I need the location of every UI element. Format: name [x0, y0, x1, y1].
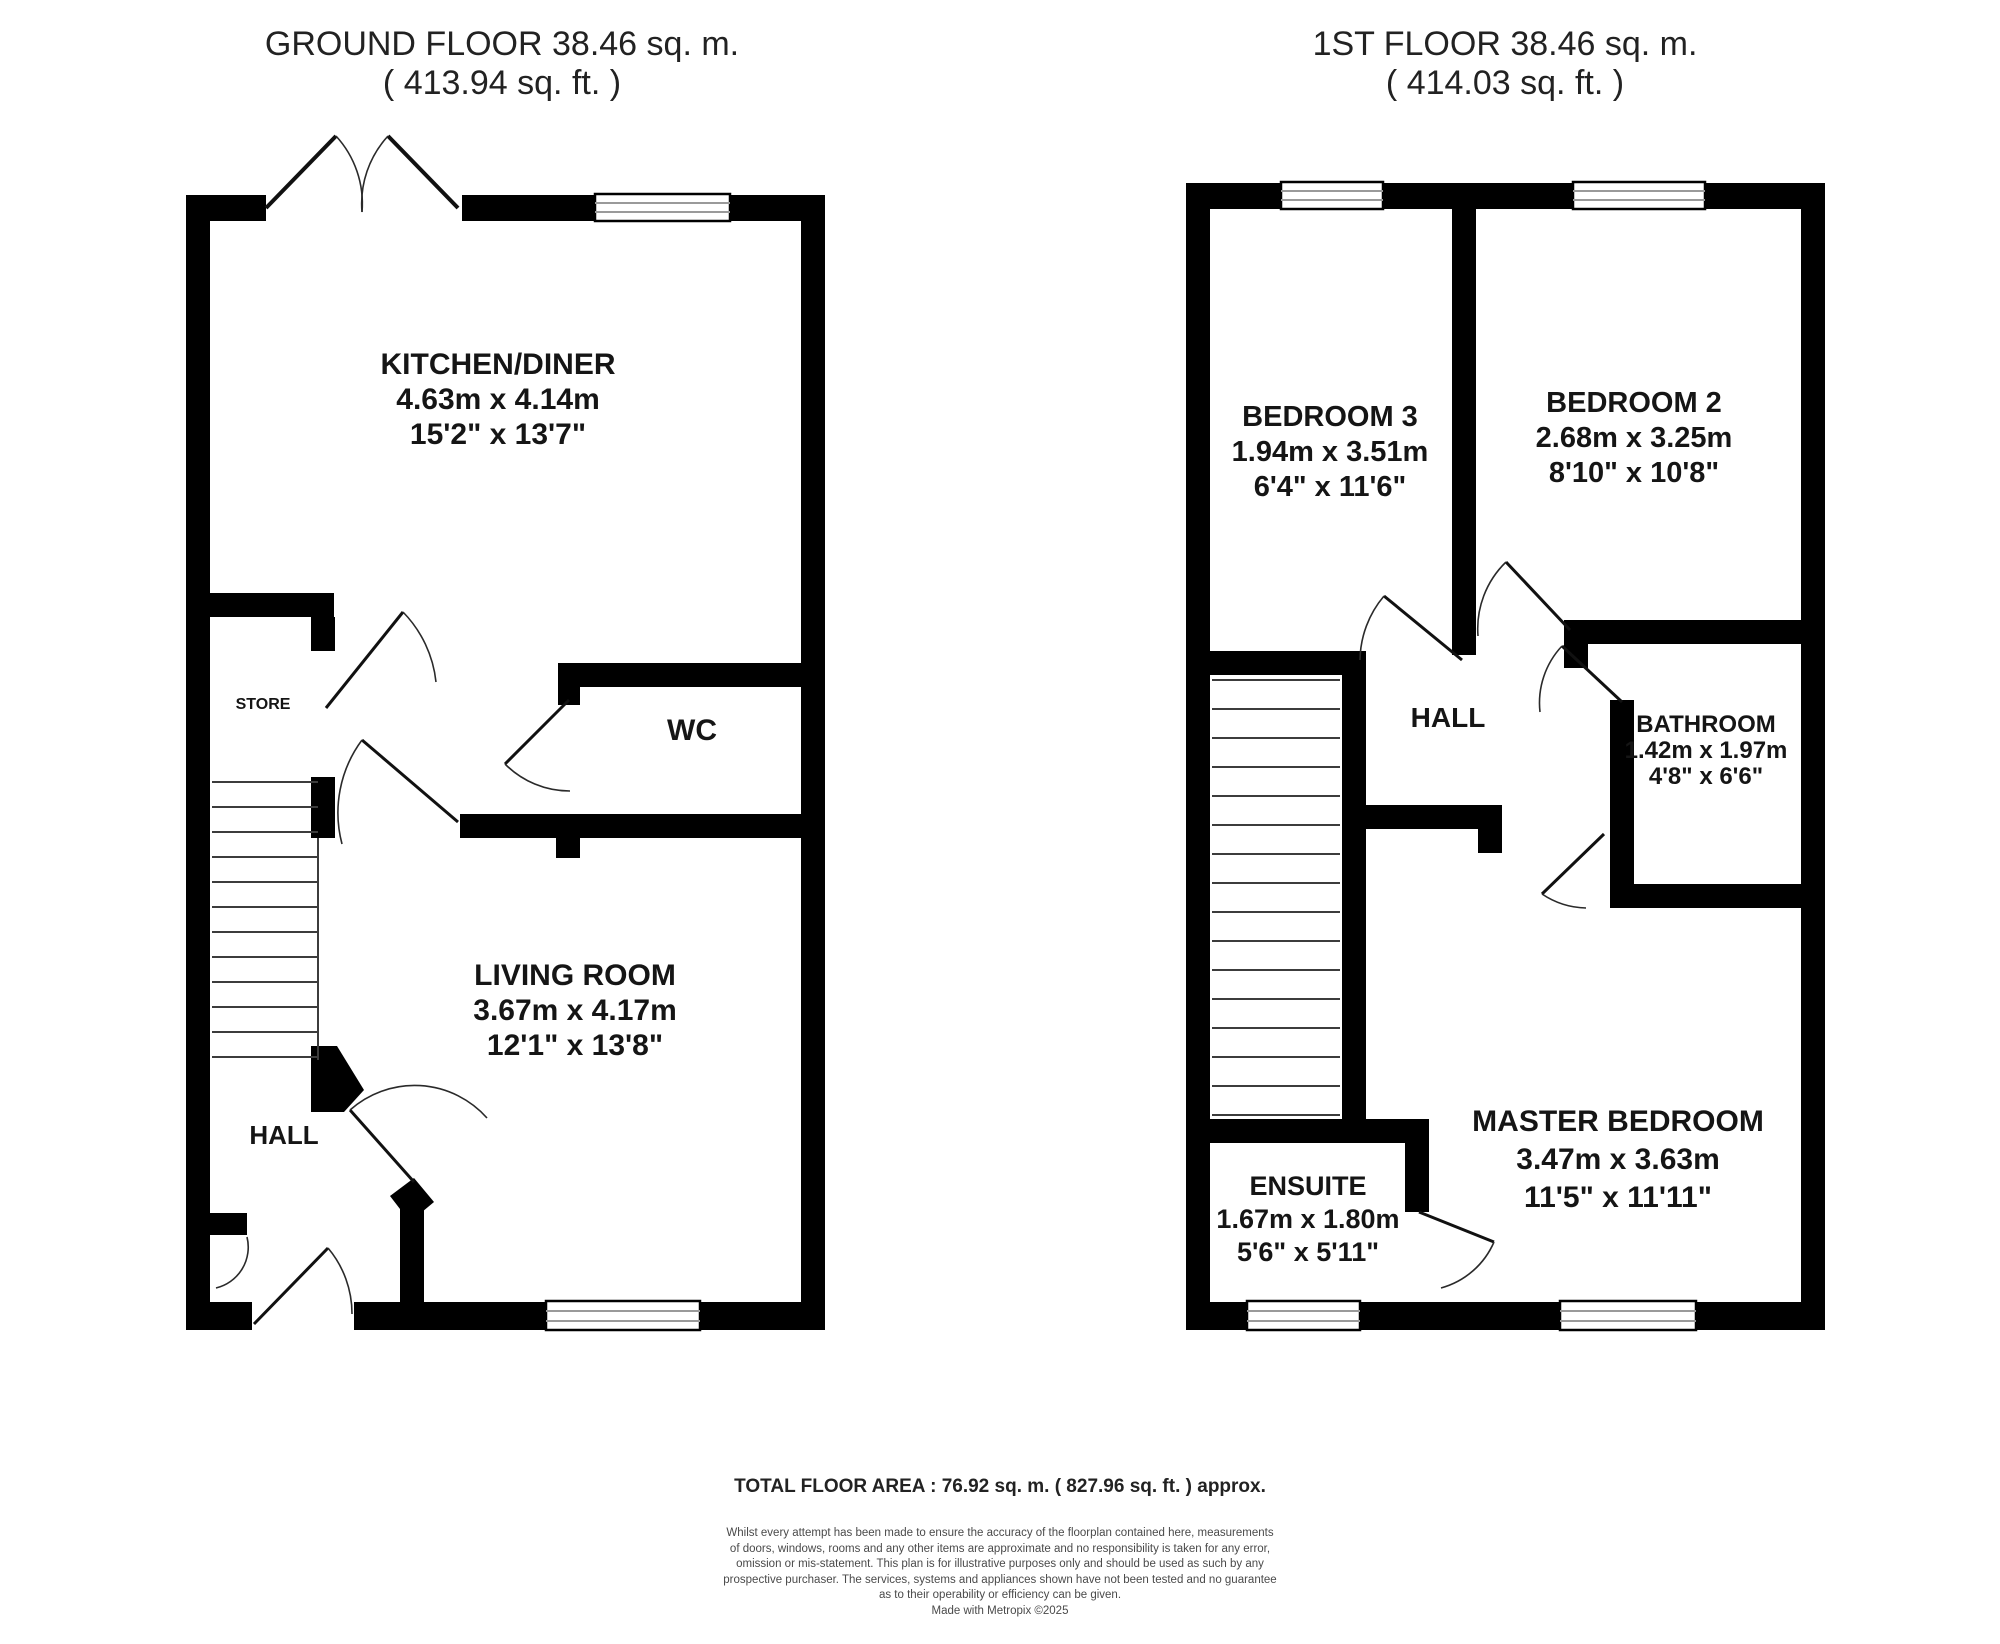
patio-double-door — [266, 136, 458, 212]
room-name: BEDROOM 3 — [1242, 401, 1418, 433]
wc-door — [505, 700, 570, 791]
window-kitchen-top — [595, 194, 730, 221]
room-label-hall-first — [1411, 702, 1486, 734]
room-imperial: 5'6" x 5'11" — [1236, 1237, 1380, 1267]
understairs-cupboard-door — [216, 1237, 248, 1288]
room-metric: 2.68m x 3.25m — [1535, 422, 1733, 454]
room-metric: 1.67m x 1.80m — [1216, 1204, 1400, 1234]
window-bedroom2-top — [1573, 182, 1705, 209]
bedroom3-door — [1360, 596, 1462, 660]
disclaimer — [723, 1526, 1276, 1619]
ensuite-door — [1419, 1212, 1494, 1288]
room-name: HALL — [1410, 702, 1486, 733]
ground-floor-title-line2: ( 413.94 sq. ft. ) — [382, 64, 622, 102]
disclaimer-line: prospective purchaser. The services, systems and appliances shown have not been tested and no guarantee — [723, 1573, 1277, 1586]
front-door — [254, 1248, 352, 1324]
room-name: MASTER BEDROOM — [1472, 1105, 1764, 1138]
room-imperial: 15'2" x 13'7" — [409, 418, 587, 451]
room-label-bedroom3 — [1232, 400, 1429, 505]
room-label-store — [236, 696, 291, 714]
room-metric: 3.47m x 3.63m — [1516, 1143, 1720, 1176]
room-name: ENSUITE — [1249, 1171, 1367, 1201]
window-bedroom3-top — [1281, 182, 1383, 209]
master-bedroom-door — [1542, 834, 1604, 908]
room-name: BEDROOM 2 — [1546, 387, 1722, 419]
disclaimer-credit: Made with Metropix ©2025 — [931, 1604, 1069, 1617]
room-name: STORE — [235, 696, 291, 713]
room-label-kitchen-diner — [380, 347, 615, 452]
kitchen-hall-door — [338, 740, 458, 844]
room-imperial: 12'1" x 13'8" — [486, 1029, 664, 1062]
room-name: KITCHEN/DINER — [380, 348, 616, 381]
disclaimer-line: as to their operability or efficiency can be given. — [878, 1589, 1122, 1601]
room-name: HALL — [249, 1120, 319, 1150]
ground-floor-title — [265, 25, 739, 103]
first-floor-title — [1313, 25, 1698, 103]
window-ensuite-bottom — [1247, 1301, 1360, 1330]
bedroom2-door — [1478, 562, 1570, 636]
room-metric: 1.42m x 1.97m — [1624, 737, 1788, 764]
total-floor-area: TOTAL FLOOR AREA : 76.92 sq. m. ( 827.96 sq. ft. ) approx. — [734, 1476, 1266, 1497]
room-imperial: 4'8" x 6'6" — [1648, 763, 1764, 790]
room-metric: 4.63m x 4.14m — [396, 383, 600, 416]
room-name: BATHROOM — [1636, 711, 1776, 738]
room-metric: 1.94m x 3.51m — [1231, 436, 1429, 468]
room-label-bedroom2 — [1536, 386, 1733, 491]
room-label-wc — [667, 714, 717, 748]
room-label-ensuite — [1216, 1170, 1399, 1269]
ground-stairs — [212, 782, 318, 1060]
disclaimer-line: of doors, windows, rooms and any other items are approximate and no responsibility is taken for any error, — [729, 1542, 1271, 1555]
room-imperial: 11'5" x 11'11" — [1524, 1181, 1712, 1214]
ground-floor-plan — [186, 136, 825, 1330]
room-imperial: 8'10" x 10'8" — [1548, 457, 1720, 489]
room-label-hall-ground — [249, 1120, 318, 1150]
first-stairs — [1212, 680, 1340, 1115]
window-master-bottom — [1560, 1301, 1696, 1330]
room-name: WC — [667, 714, 717, 747]
window-living-bottom — [546, 1301, 700, 1330]
first-floor-title-line2: ( 414.03 sq. ft. ) — [1385, 64, 1625, 102]
first-floor-title-line1: 1ST FLOOR 38.46 sq. m. — [1312, 25, 1698, 63]
disclaimer-line: Whilst every attempt has been made to ensure the accuracy of the floorplan contained here, measurements — [726, 1527, 1274, 1539]
room-imperial: 6'4" x 11'6" — [1253, 471, 1407, 503]
ground-floor-title-line1: GROUND FLOOR 38.46 sq. m. — [264, 25, 740, 63]
room-label-master-bedroom — [1472, 1103, 1764, 1217]
store-door — [326, 612, 436, 708]
room-label-living-room — [473, 958, 676, 1063]
living-room-door — [350, 1085, 487, 1182]
disclaimer-line: omission or mis-statement. This plan is for illustrative purposes only and should be used as such by any — [736, 1558, 1264, 1570]
room-metric: 3.67m x 4.17m — [473, 994, 677, 1027]
room-label-bathroom — [1625, 712, 1788, 790]
room-name: LIVING ROOM — [474, 959, 676, 992]
